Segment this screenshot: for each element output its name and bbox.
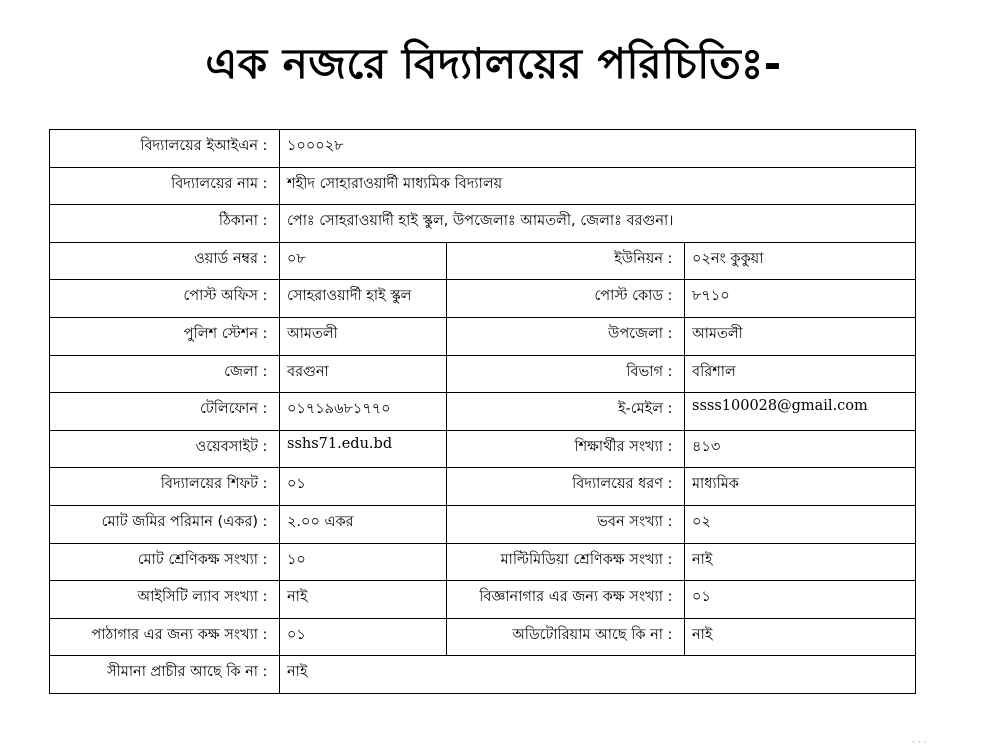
separator: : — [667, 288, 673, 305]
field-value: শহীদ সোহারাওয়ার্দী মাধ্যমিক বিদ্যালয় — [280, 167, 916, 205]
field-value: সোহরাওয়ার্দী হাই স্কুল — [280, 280, 447, 318]
field-value: বরিশাল — [685, 355, 916, 393]
separator: : — [262, 175, 268, 192]
field-value: নাই — [280, 581, 447, 619]
table-row — [50, 317, 916, 355]
field-value: ১০০০২৮ — [280, 130, 916, 168]
field-label: ইউনিয়ন : — [447, 242, 685, 280]
table-row — [50, 355, 916, 393]
field-label: ভবন সংখ্যা : — [447, 505, 685, 543]
separator: : — [262, 626, 268, 643]
field-value: বরগুনা — [280, 355, 447, 393]
field-label: অডিটোরিয়াম আছে কি না : — [447, 618, 685, 656]
field-value: ০১৭১৯৬৮১৭৭০ — [280, 393, 447, 431]
separator: : — [667, 363, 673, 380]
field-value: ০২নং কুকুয়া — [685, 242, 916, 280]
separator: : — [667, 626, 673, 643]
separator: : — [262, 325, 268, 342]
field-label: পাঠাগার এর জন্য কক্ষ সংখ্যা : — [50, 618, 280, 656]
separator: : — [262, 589, 268, 606]
field-value: ০১ — [280, 618, 447, 656]
field-label: মোট শ্রেণিকক্ষ সংখ্যা : — [50, 543, 280, 581]
field-value: আমতলী — [280, 317, 447, 355]
field-value: আমতলী — [685, 317, 916, 355]
field-label: পোস্ট অফিস : — [50, 280, 280, 318]
table-row — [50, 581, 916, 619]
field-label: বিদ্যালয়ের নাম : — [50, 167, 280, 205]
field-label: ওয়েবসাইট : — [50, 430, 280, 468]
field-value: ৪১৩ — [685, 430, 916, 468]
separator: : — [262, 476, 268, 493]
separator: : — [262, 664, 268, 681]
field-value: ০৮ — [280, 242, 447, 280]
field-label: মাল্টিমিডিয়া শ্রেণিকক্ষ সংখ্যা : — [447, 543, 685, 581]
field-label: ওয়ার্ড নম্বর : — [50, 242, 280, 280]
field-value: ৮৭১০ — [685, 280, 916, 318]
field-label: উপজেলা : — [447, 317, 685, 355]
field-value: ১০ — [280, 543, 447, 581]
separator: : — [667, 401, 673, 418]
field-value: নাই — [685, 618, 916, 656]
separator: : — [262, 438, 268, 455]
field-value: ০২ — [685, 505, 916, 543]
field-value: মাধ্যমিক — [685, 468, 916, 506]
separator: : — [262, 513, 268, 530]
separator: : — [667, 589, 673, 606]
field-label: বিদ্যালয়ের শিফট : — [50, 468, 280, 506]
field-label: মোট জমির পরিমান (একর) : — [50, 505, 280, 543]
field-value: নাই — [280, 656, 916, 694]
field-label: বিদ্যালয়ের ইআইএন : — [50, 130, 280, 168]
separator: : — [667, 476, 673, 493]
field-label: জেলা : — [50, 355, 280, 393]
table-row — [50, 130, 916, 168]
table-row — [50, 656, 916, 694]
separator: : — [262, 288, 268, 305]
table-row — [50, 468, 916, 506]
field-label: বিভাগ : — [447, 355, 685, 393]
table-row — [50, 430, 916, 468]
field-label: ঠিকানা : — [50, 205, 280, 243]
field-label: ই-মেইল : — [447, 393, 685, 431]
field-label: সীমানা প্রাচীর আছে কি না : — [50, 656, 280, 694]
page-title: এক নজরে বিদ্যালয়ের পরিচিতিঃ- — [205, 39, 782, 88]
separator: : — [262, 138, 268, 154]
field-label: শিক্ষার্থীর সংখ্যা : — [447, 430, 685, 468]
separator: : — [667, 325, 673, 342]
field-label: পুলিশ স্টেশন : — [50, 317, 280, 355]
separator: : — [667, 250, 673, 267]
field-label: পোস্ট কোড : — [447, 280, 685, 318]
school-info-table — [49, 129, 916, 694]
field-value: ০১ — [685, 581, 916, 619]
separator: : — [262, 363, 268, 380]
table-row — [50, 393, 916, 431]
field-value: ২.০০ একর — [280, 505, 447, 543]
table-row — [50, 543, 916, 581]
table-row — [50, 618, 916, 656]
field-label: টেলিফোন : — [50, 393, 280, 431]
field-label: বিজ্ঞানাগার এর জন্য কক্ষ সংখ্যা : — [447, 581, 685, 619]
separator: : — [667, 513, 673, 530]
separator: : — [262, 213, 268, 230]
field-label: বিদ্যালয়ের ধরণ : — [447, 468, 685, 506]
corner-mark: · · · — [912, 738, 927, 748]
table-row — [50, 205, 916, 243]
field-label: আইসিটি ল্যাব সংখ্যা : — [50, 581, 280, 619]
table-row — [50, 242, 916, 280]
website-value: sshs71.edu.bd — [280, 430, 447, 468]
separator: : — [262, 551, 268, 568]
table-row — [50, 167, 916, 205]
separator: : — [262, 250, 268, 267]
separator: : — [667, 551, 673, 568]
field-value: পোঃ সোহরাওয়ার্দী হাই স্কুল, উপজেলাঃ আমতলী, জেলাঃ বরগুনা। — [280, 205, 916, 243]
field-value: নাই — [685, 543, 916, 581]
separator: : — [667, 438, 673, 455]
separator: : — [262, 401, 268, 418]
email-value: ssss100028@gmail.com — [685, 393, 916, 431]
field-value: ০১ — [280, 468, 447, 506]
table-row — [50, 505, 916, 543]
table-row — [50, 280, 916, 318]
